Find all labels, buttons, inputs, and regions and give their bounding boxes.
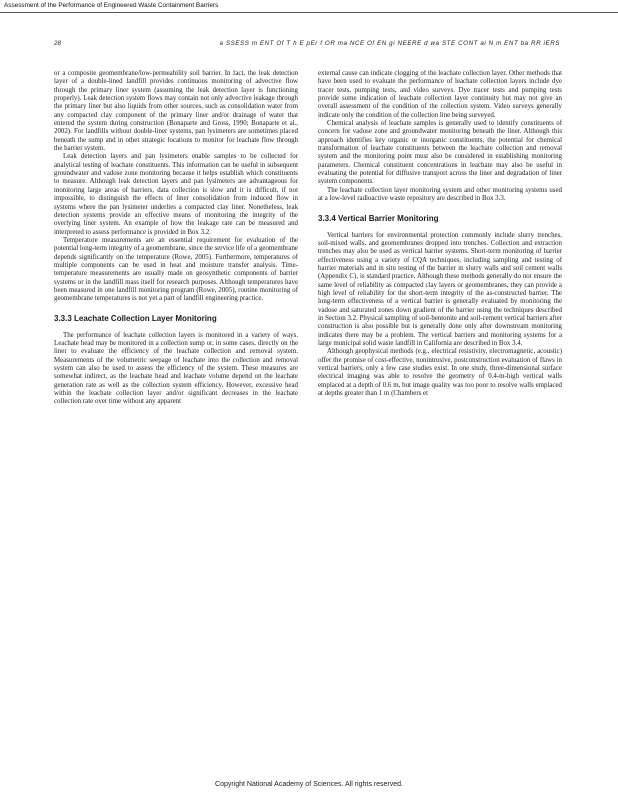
paragraph-clogging: external cause can indicate clogging of the leachate collection layer. Other methods that have been used to evaluate the performance of leachate collection layers include dye tracer tests, pumping tests, and video surveys. Dye tracer tests and pumping tests provide some indication of leachate collection layer continuity but may not give an overall assessment of the condition of the collection system. Video surveys generally indicate only the condition of the collection line being surveyed. [318,70,562,119]
copyright-footer: Copyright National Academy of Sciences. All rights reserved. [215,781,403,788]
right-column [318,70,562,762]
paragraph-leak-detection-intro: or a composite geomembrane/low-permeability soil barrier. In fact, the leak detection layer of a double-lined landfill provides continuous monitoring of advective flow through the primary liner system (assuming the leak detection layer is functioning properly). Leak detection system flows may contain not only advective leakage through the primary liner but also liquids from other sources, such as consolidation water from any compacted clay component of the primary liner and/or drainage of water that entered the system during construction (Bonaparte and Gross, 1990; Bonaparte et al., 2002). For landfills without double-liner systems, pan lysimeters are sometimes placed beneath the sump and in other strategic locations to monitor for leachate flow through the barrier system. [54,70,298,153]
paragraph-lysimeters: Leak detection layers and pan lysimeters enable samples to be collected for analytical testing of leachate constituents. This information can be useful in subsequent groundwater and vadose zone monitoring because it helps establish which constituents to measure. Although leak detection layers and pan lysimeters are advantageous for monitoring large areas of barriers, data collection is slow and it is difficult, if not impossible, to distinguish the effects of liner consolidation from induced flow in systems where the pan lysimeter underlies a compacted clay liner. Nonetheless, leak detection systems provide an effective means of monitoring the integrity of the overlying liner system. An example of how the leakage rate can be measured and interpreted to assess performance is provided in Box 3.2. [54,153,298,236]
paragraph-vertical-barriers: Vertical barriers for environmental protection commonly include slurry trenches, soil-mixed walls, and geomembranes dropped into trenches. Collection and extraction trenches may also be used as vertical barrier systems. Short-term monitoring of barrier effectiveness using a variety of CQA techniques, including sampling and testing of barrier materials and in situ testing of the barrier in slurry walls and soil cement walls (Appendix C), is standard practice. Although these methods generally do not ensure the same level of reliability as compacted clay layers or geomembranes, they can provide a high level of reliability for the short-term integrity of the as-constructed barrier. The long-term effectiveness of a vertical barrier is generally evaluated by monitoring the vadose and saturated zones down gradient of the barrier using the techniques described in Section 3.2. Physical sampling of soil-bentonite and soil-cement vertical barriers after construction is also possible but is generally done only after downstream monitoring indicates there may be a problem. The vertical barriers and monitoring systems for a large municipal solid waste landfill in California are described in Box 3.4. [318,231,562,347]
chapter-title: a SSESS m ENT Of T h E pEr f OR ma NCE Of EN gi NEERE d wa STE CONT ai N m ENT ba RR iERS [219,40,560,47]
running-header [54,40,560,52]
paragraph-box-reference: The leachate collection layer monitoring system and other monitoring systems used at a low-level radioactive waste repository are described in Box 3.3. [318,186,562,203]
paragraph-leachate-performance: The performance of leachate collection layers is monitored in a variety of ways. Leachate head may be monitored in a collection sump or, in some cases, directly on the liner to evaluate the efficiency of the leachate collection and removal system. Measurements of the volumetric seepage of leachate into the collection and removal system can also be used to assess the efficiency of the system. These measures are somewhat indirect, as the leachate head and leachate volume depend on the leachate generation rate as well as the collection system efficiency. However, excessive head within the leachate collection layer and/or significant decreases in the leachate collection rate over time without any apparent [54,331,298,406]
document-banner: Assessment of the Performance of Engineered Waste Containment Barriers [0,0,618,13]
paragraph-geophysical: Although geophysical methods (e.g., electrical resistivity, electromagnetic, acoustic) offer the promise of cost-effective, nonintrusive, postconstruction evaluation of flaws in vertical barriers, only a few case studies exist. In one study, three-dimensional surface electrical imaging was able to resolve the geometry of 0.4-m-high vertical walls emplaced at a depth of 0.6 m, but image quality was too poor to resolve walls emplaced at depths greater than 1 m (Chambers et [318,348,562,398]
page-number: 28 [54,40,61,47]
section-heading-leachate-collection: 3.3.3 Leachate Collection Layer Monitoring [54,313,217,323]
left-column [54,70,298,762]
paragraph-chemical-analysis: Chemical analysis of leachate samples is generally used to identify constituents of concern for vadose zone and groundwater monitoring beneath the liner. Although this approach identifies key organic or inorganic constituents, the potential for chemical transformation of leachate constituents between the leachate collection and removal system and the monitoring point must also be considered in establishing monitoring parameters. Chemical constituent concentrations in leachate may also be useful in evaluating the potential for diffusive transport across the liner and degradation of liner system components. [318,120,562,186]
paragraph-temperature: Temperature measurements are an essential requirement for evaluation of the potential long-term integrity of a geomembrane, since the service life of a geomembrane depends significantly on the temperature (Rowe, 2005). Furthermore, temperatures of multiple components can be used in heat and moisture transfer analysis. Time-temperature measurements are usually made on geosynthetic components of barrier systems or in the landfill mass itself for research purposes. Although temperatures have been measured in one landfill monitoring program (Rowe, 2005), routine monitoring of geomembrane temperatures is not yet a part of landfill engineering practice. [54,236,298,303]
section-heading-vertical-barrier: 3.3.4 Vertical Barrier Monitoring [318,213,439,223]
